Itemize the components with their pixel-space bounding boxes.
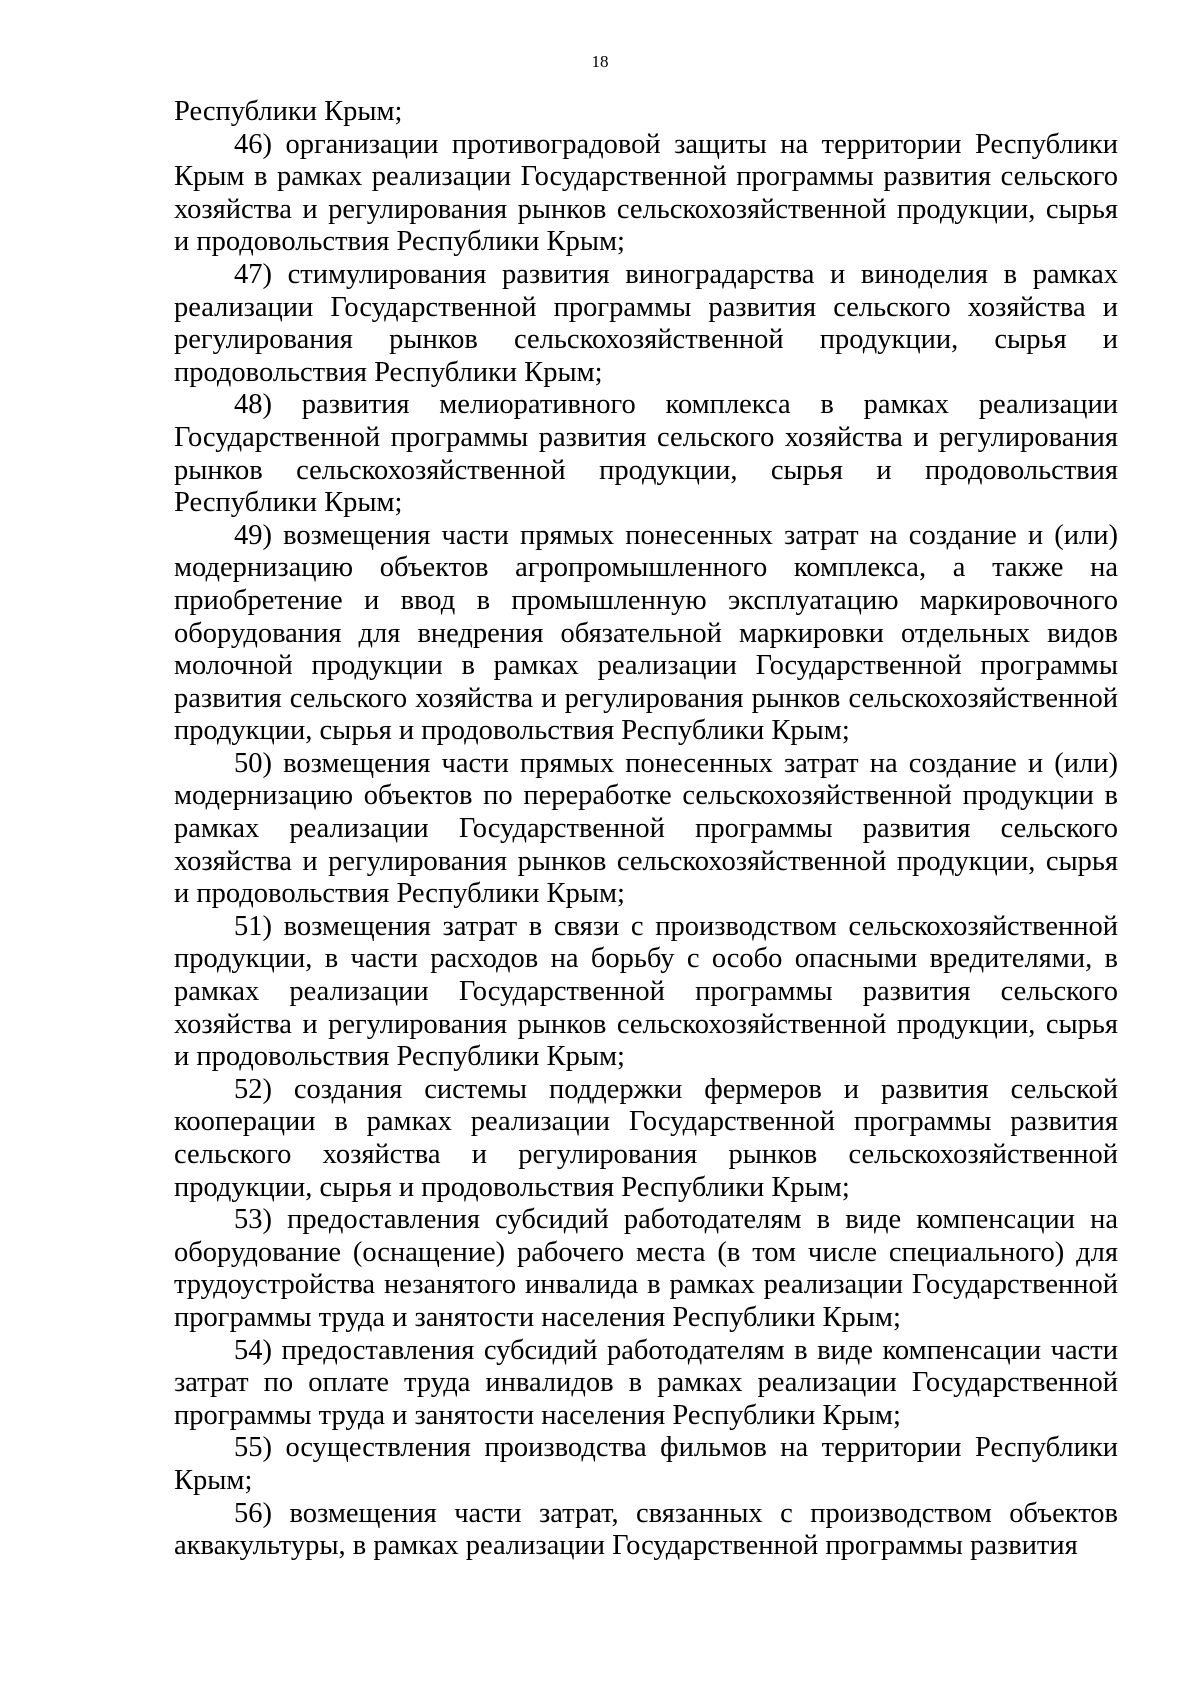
list-item-48: 48) развития мелиоративного комплекса в рамках реализации Государственной программы развития сельского хозяйства и регулирования рынков сельскохозяйственной продукции, сырья и продовольствия Республики Крым;: [174, 389, 1118, 519]
list-item-46: 46) организации противоградовой защиты на территории Республики Крым в рамках реализации Государственной программы развития сельского хозяйства и регулирования рынков сельскохозяйственной продукции, сырья и продовольствия Республики Крым;: [174, 128, 1118, 258]
list-item-55: 55) осуществления производства фильмов на территории Республики Крым;: [174, 1432, 1118, 1496]
list-item-49: 49) возмещения части прямых понесенных затрат на создание и (или) модернизацию объектов агропромышленного комплекса, а также на приобретение и ввод в промышленную эксплуатацию маркировочного оборудования для внедрения обязательной маркировки отдельных видов молочной продукции в рамках реализации Государственной программы развития сельского хозяйства и регулирования рынков сельскохозяйственной продукции, сырья и продовольствия Республики Крым;: [174, 519, 1118, 747]
list-item-47: 47) стимулирования развития виноградарства и виноделия в рамках реализации Государственной программы развития сельского хозяйства и регулирования рынков сельскохозяйственной продукции, сырья и продовольствия Республики Крым;: [174, 258, 1118, 388]
list-item-52: 52) создания системы поддержки фермеров и развития сельской кооперации в рамках реализации Государственной программы развития сельского хозяйства и регулирования рынков сельскохозяйственной продукции, сырья и продовольствия Республики Крым;: [174, 1073, 1118, 1203]
list-item-53: 53) предоставления субсидий работодателям в виде компенсации на оборудование (оснащение) рабочего места (в том числе специального) для трудоустройства незанятого инвалида в рамках реализации Государственной программы труда и занятости населения Республики Крым;: [174, 1204, 1118, 1333]
document-body: [174, 96, 1118, 1563]
list-item-50: 50) возмещения части прямых понесенных затрат на создание и (или) модернизацию объектов по переработке сельскохозяйственной продукции в рамках реализации Государственной программы развития сельского хозяйства и регулирования рынков сельскохозяйственной продукции, сырья и продовольствия Республики Крым;: [174, 747, 1118, 910]
list-item-56: 56) возмещения части затрат, связанных с производством объектов аквакультуры, в рамках реализации Государственной программы развития: [174, 1497, 1118, 1562]
list-item-51: 51) возмещения затрат в связи с производством сельскохозяйственной продукции, в части расходов на борьбу с особо опасными вредителями, в рамках реализации Государственной программы развития сельского хозяйства и регулирования рынков сельскохозяйственной продукции, сырья и продовольствия Республики Крым;: [174, 910, 1118, 1073]
page-number: 18: [591, 52, 609, 71]
list-item-54: 54) предоставления субсидий работодателям в виде компенсации части затрат по оплате труда инвалидов в рамках реализации Государственной программы труда и занятости населения Республики Крым;: [174, 1334, 1118, 1431]
lead-fragment: Республики Крым;: [174, 96, 403, 127]
